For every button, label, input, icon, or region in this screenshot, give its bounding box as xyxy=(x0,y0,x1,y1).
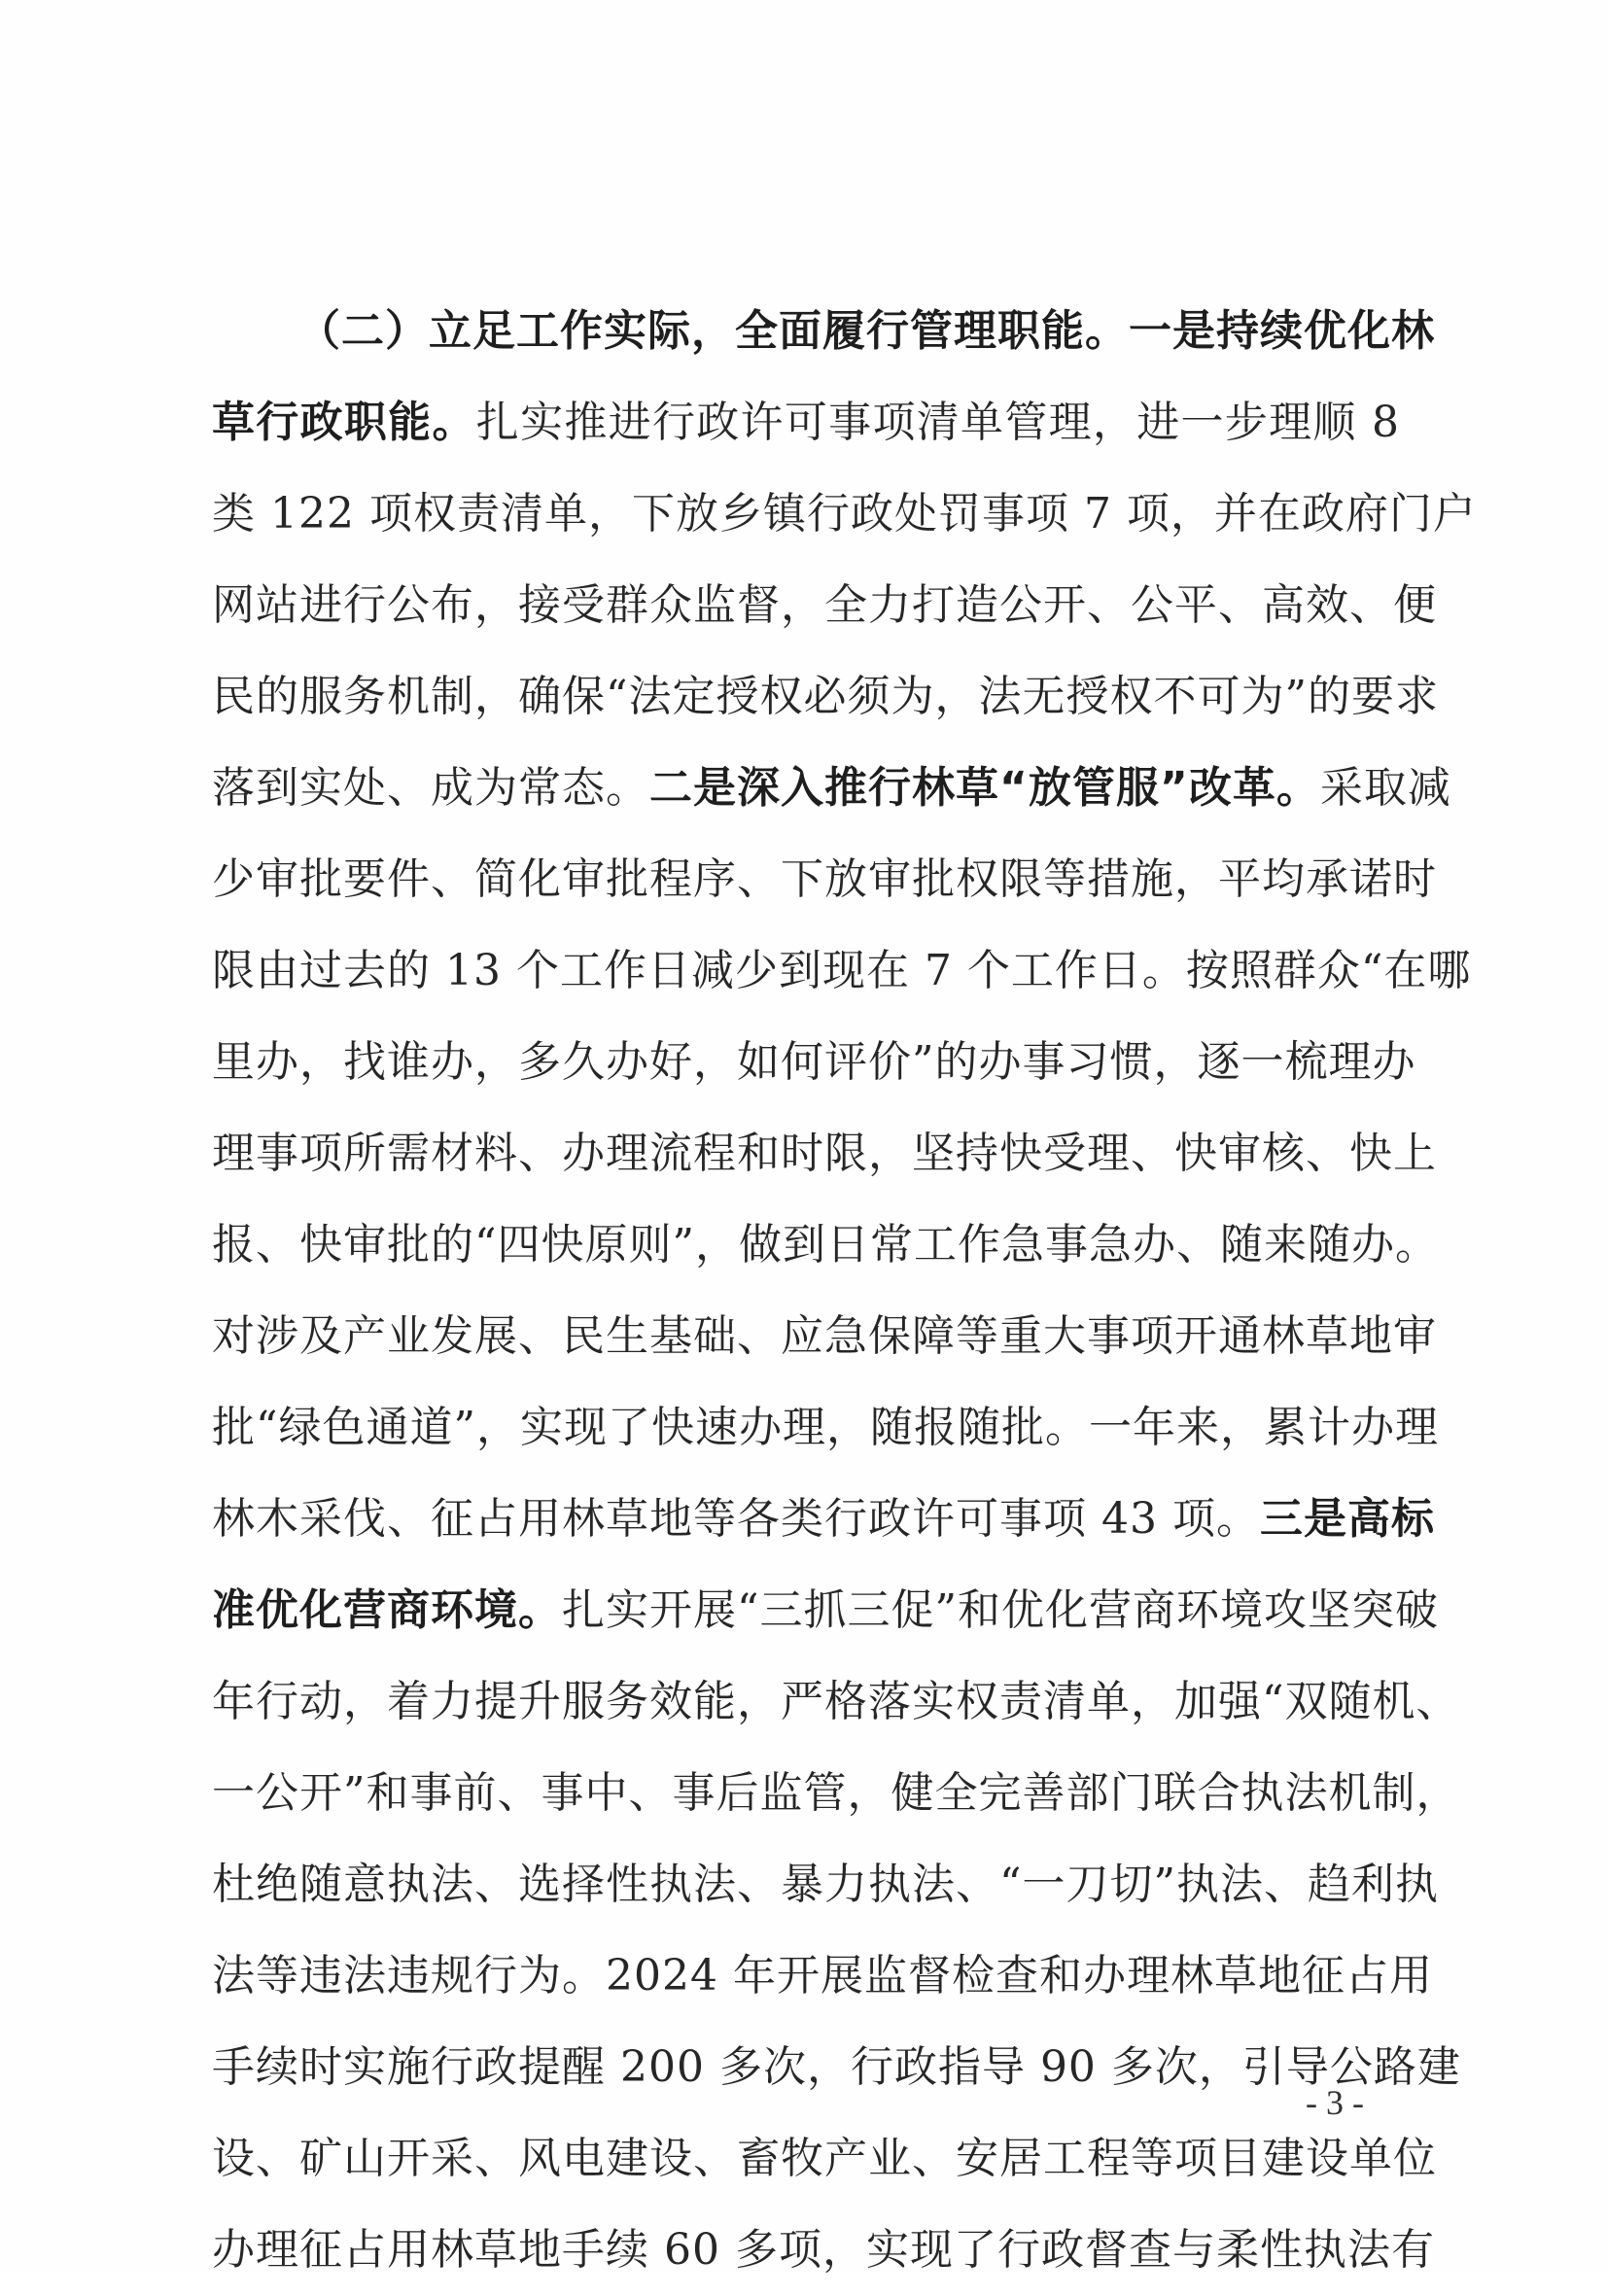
text-segment: 批“绿色通道”，实现了快速办理，随报随批。一年来，累计办理 xyxy=(212,1403,1439,1452)
text-segment: 限由过去的 13 个工作日减少到现在 7 个工作日。按照群众“在哪 xyxy=(212,946,1472,995)
text-segment: 设、矿山开采、风电建设、畜牧产业、安居工程等项目建设单位 xyxy=(212,2134,1437,2183)
bold-heading-segment: 一是持续优化林 xyxy=(1129,306,1435,356)
text-line xyxy=(212,1108,1437,1200)
text-segment: 采取减 xyxy=(1319,763,1451,813)
text-line xyxy=(212,1200,1439,1291)
text-line xyxy=(212,834,1437,925)
text-line xyxy=(212,925,1472,1017)
text-line xyxy=(212,377,1400,469)
text-segment: 年行动，着力提升服务效能，严格落实权责清单，加强“双随机、 xyxy=(212,1677,1460,1726)
bold-heading-segment: 准优化营商环境。 xyxy=(212,1585,562,1635)
text-line xyxy=(212,1382,1439,1474)
text-line xyxy=(212,2205,1435,2296)
text-line xyxy=(212,1748,1460,1839)
text-segment: 理事项所需材料、办理流程和时限，坚持快受理、快审核、快上 xyxy=(212,1129,1437,1178)
text-segment: 一公开”和事前、事中、事后监管，健全完善部门联合执法机制， xyxy=(212,1768,1460,1818)
text-segment: 杜绝随意执法、选择性执法、暴力执法、“一刀切”执法、趋利执 xyxy=(212,1860,1439,1909)
text-segment: 报、快审批的“四快原则”，做到日常工作急事急办、随来随办。 xyxy=(212,1220,1439,1270)
text-segment: 林木采伐、征占用林草地等各类行政许可事项 43 项。 xyxy=(212,1494,1260,1544)
text-line xyxy=(212,469,1477,560)
text-segment: 类 122 项权责清单，下放乡镇行政处罚事项 7 项，并在政府门户 xyxy=(212,489,1477,539)
text-line xyxy=(212,2022,1461,2113)
text-segment: 少审批要件、简化审批程序、下放审批权限等措施，平均承诺时 xyxy=(212,854,1437,904)
text-segment: 办理征占用林草地手续 60 多项，实现了行政督查与柔性执法有 xyxy=(212,2225,1435,2275)
text-line xyxy=(212,1931,1433,2022)
text-line xyxy=(212,1474,1435,1565)
text-line xyxy=(212,560,1437,651)
text-segment: 手续时实施行政提醒 200 多次，行政指导 90 多次，引导公路建 xyxy=(212,2042,1461,2092)
text-segment: 扎实开展“三抓三促”和优化营商环境攻坚突破 xyxy=(562,1585,1439,1635)
text-line xyxy=(212,743,1451,834)
text-segment: 扎实推进行政许可事项清单管理，进一步理顺 8 xyxy=(475,398,1400,447)
text-line xyxy=(212,1656,1460,1748)
text-line xyxy=(212,1565,1439,1656)
text-line xyxy=(212,286,1435,377)
text-line xyxy=(212,651,1439,743)
text-segment: 民的服务机制，确保“法定授权必须为，法无授权不可为”的要求 xyxy=(212,672,1439,721)
text-segment: 落到实处、成为常态。 xyxy=(212,763,649,813)
bold-heading-segment: （二）立足工作实际，全面履行管理职能。 xyxy=(297,306,1129,356)
text-segment: 网站进行公布，接受群众监督，全力打造公开、公平、高效、便 xyxy=(212,580,1437,630)
body-text xyxy=(212,286,1477,2296)
text-line xyxy=(212,1017,1416,1108)
text-segment: 对涉及产业发展、民生基础、应急保障等重大事项开通林草地审 xyxy=(212,1311,1437,1361)
text-line xyxy=(212,1291,1437,1382)
text-segment: 法等违法违规行为。2024 年开展监督检查和办理林草地征占用 xyxy=(212,1951,1433,2000)
bold-heading-segment: 草行政职能。 xyxy=(212,398,476,447)
text-segment: 里办，找谁办，多久办好，如何评价”的办事习惯，逐一梳理办 xyxy=(212,1037,1416,1087)
bold-heading-segment: 三是高标 xyxy=(1259,1494,1435,1544)
bold-heading-segment: 二是深入推行林草“放管服”改革。 xyxy=(649,763,1320,813)
text-line xyxy=(212,1839,1439,1931)
page-number: - 3 - xyxy=(1306,2083,1364,2122)
text-line xyxy=(212,2113,1437,2205)
